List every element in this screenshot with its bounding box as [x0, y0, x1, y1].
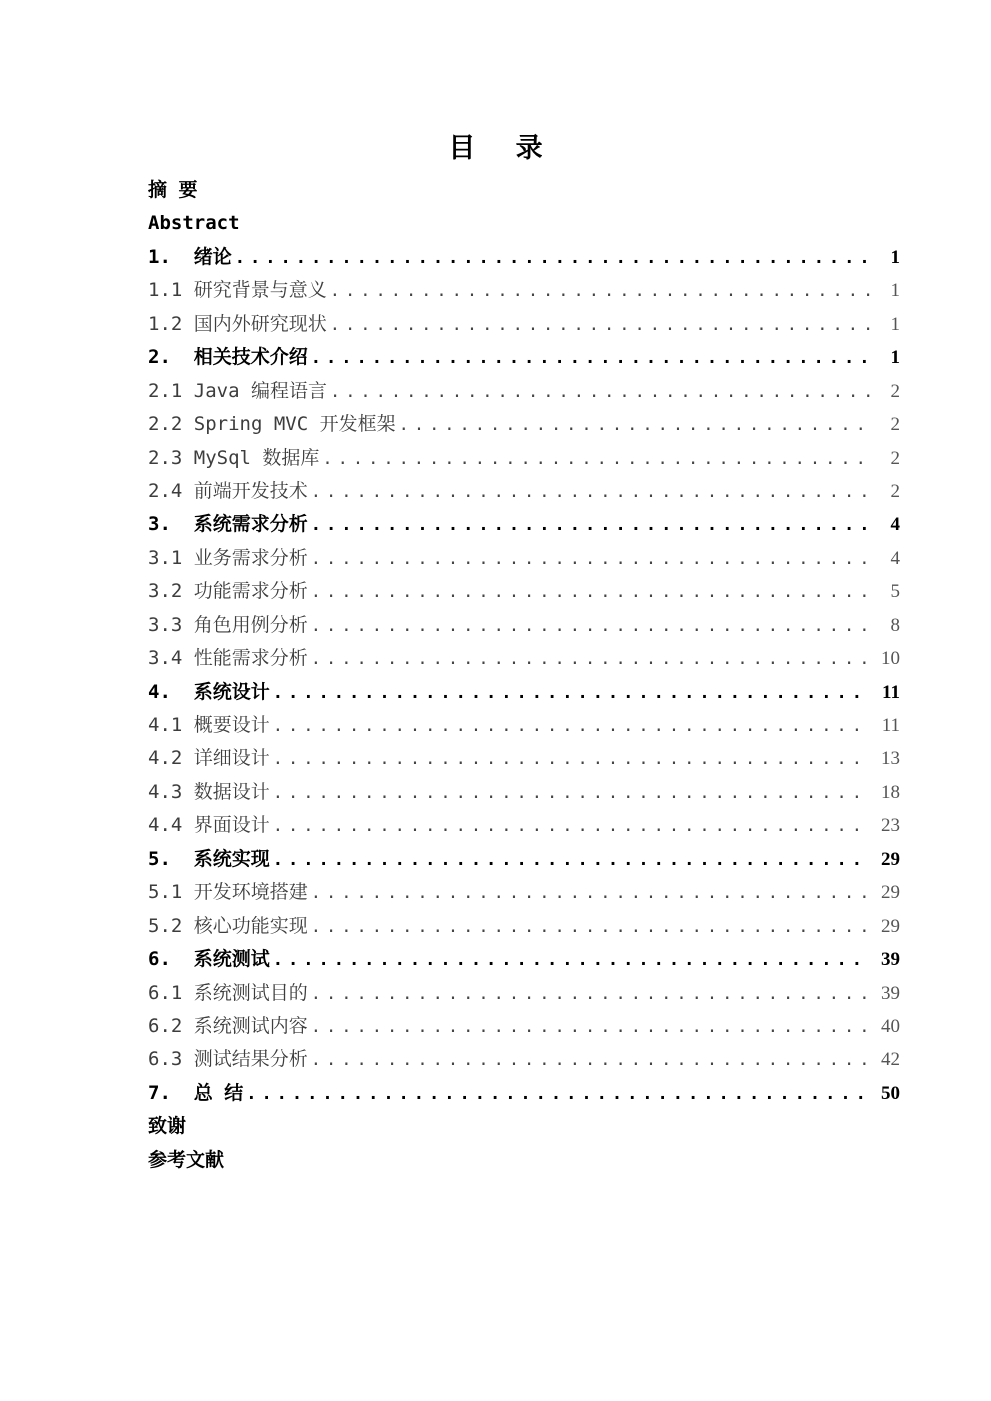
dot-leader	[235, 242, 870, 275]
toc-entry-page: 2	[890, 447, 900, 469]
toc-entry-page: 4	[890, 547, 900, 569]
dot-leader	[311, 643, 870, 676]
dot-leader	[311, 509, 870, 542]
toc-entry-label: 5. 系统实现	[148, 847, 270, 870]
dot-leader	[273, 810, 870, 843]
toc-entry[interactable]	[148, 542, 900, 575]
dot-leader	[311, 543, 870, 576]
toc-entry[interactable]	[148, 876, 900, 909]
dot-leader	[311, 342, 870, 375]
dot-leader	[311, 877, 870, 910]
dot-leader	[311, 1044, 870, 1077]
toc-entry-label: 3.4 性能需求分析	[148, 647, 308, 670]
toc-entry[interactable]	[148, 1010, 900, 1043]
toc-entry[interactable]	[148, 943, 900, 976]
toc-entry-label: 3. 系统需求分析	[148, 513, 308, 536]
toc-entry-label: 摘 要	[148, 179, 198, 201]
dot-leader	[399, 409, 870, 442]
toc-entry[interactable]	[148, 809, 900, 842]
toc-entry-page: 29	[881, 848, 900, 870]
dot-leader	[311, 610, 870, 643]
page-title: 目 录	[448, 133, 555, 164]
dot-leader	[273, 677, 870, 710]
toc-entry-page: 39	[881, 949, 900, 971]
toc-entry-page: 8	[890, 614, 900, 636]
toc-entry-page: 39	[881, 982, 900, 1004]
toc-entry-page: 23	[881, 815, 900, 837]
toc-entry-label: 致谢	[148, 1115, 187, 1138]
toc-entry-label: 1. 绪论	[148, 245, 232, 268]
toc-entry[interactable]	[148, 676, 900, 709]
dot-leader	[330, 275, 870, 308]
toc-entry[interactable]	[148, 1144, 900, 1177]
toc-entry-page: 29	[881, 882, 900, 904]
toc-entry-label: 3.3 角色用例分析	[148, 613, 308, 636]
toc-entry[interactable]	[148, 1077, 900, 1110]
dot-leader	[246, 1078, 870, 1111]
toc-entry[interactable]	[148, 508, 900, 541]
toc-entry-page: 2	[890, 414, 900, 436]
dot-leader	[330, 309, 870, 342]
toc-entry-label: 7. 总 结	[148, 1081, 244, 1104]
toc-entry-page: 1	[890, 313, 900, 335]
dot-leader	[273, 777, 870, 810]
toc-entry[interactable]	[148, 742, 900, 775]
toc-entry-page: 10	[881, 648, 900, 670]
toc-entry[interactable]	[148, 241, 900, 274]
toc-entry-label: 6.3 测试结果分析	[148, 1048, 308, 1071]
toc-entry-page: 40	[881, 1015, 900, 1037]
toc-entry-page: 42	[881, 1049, 900, 1071]
toc-entry-page: 2	[890, 380, 900, 402]
toc-entry-label: 6.1 系统测试目的	[148, 981, 308, 1004]
toc-entry-page: 18	[881, 781, 900, 803]
toc-entry-label: 6. 系统测试	[148, 948, 270, 971]
toc-entry-label: 2.2 Spring MVC 开发框架	[148, 413, 396, 436]
toc-entry-label: 2.4 前端开发技术	[148, 479, 308, 502]
dot-leader	[311, 1011, 870, 1044]
toc-entry[interactable]	[148, 1043, 900, 1076]
toc-entry-label: 1.1 研究背景与意义	[148, 279, 327, 302]
dot-leader	[330, 376, 870, 409]
toc-entry[interactable]	[148, 442, 900, 475]
dot-leader	[311, 978, 870, 1011]
toc-entry-page: 2	[890, 480, 900, 502]
toc-entry-label: 4. 系统设计	[148, 680, 270, 703]
dot-leader	[311, 476, 870, 509]
toc-entry-label: 5.2 核心功能实现	[148, 914, 308, 937]
toc-entry-label: 2. 相关技术介绍	[148, 346, 308, 369]
toc-entry[interactable]	[148, 910, 900, 943]
toc-entry[interactable]	[148, 977, 900, 1010]
toc-entry[interactable]	[148, 375, 900, 408]
toc-entry-label: 4.4 界面设计	[148, 814, 270, 837]
toc-entry[interactable]	[148, 408, 900, 441]
toc-entry-page: 50	[881, 1082, 900, 1104]
toc-entry[interactable]	[148, 843, 900, 876]
toc-entry-page: 11	[882, 681, 900, 703]
toc-entry[interactable]	[148, 642, 900, 675]
toc-entry[interactable]	[148, 475, 900, 508]
toc-entry[interactable]	[148, 776, 900, 809]
toc-entry-label: 4.2 详细设计	[148, 747, 270, 770]
toc-entry-label: 2.1 Java 编程语言	[148, 379, 327, 402]
toc-entry-label: 参考文献	[148, 1148, 225, 1171]
toc-entry[interactable]	[148, 709, 900, 742]
toc-entry[interactable]	[148, 308, 900, 341]
toc-entry[interactable]	[148, 174, 900, 207]
toc-entry[interactable]	[148, 1110, 900, 1143]
dot-leader	[311, 576, 870, 609]
dot-leader	[273, 844, 870, 877]
toc-entry-page: 5	[890, 581, 900, 603]
dot-leader	[322, 443, 870, 476]
toc-entry-label: 4.1 概要设计	[148, 714, 270, 736]
dot-leader	[273, 944, 870, 977]
toc-entry-page: 13	[881, 748, 900, 770]
toc-entry-page: 4	[890, 514, 900, 536]
toc-entry-page: 1	[890, 347, 900, 369]
toc-entry-label: 1.2 国内外研究现状	[148, 312, 327, 335]
toc-entry-label: 5.1 开发环境搭建	[148, 881, 308, 904]
toc-entry[interactable]	[148, 341, 900, 374]
dot-leader	[311, 911, 870, 944]
dot-leader	[273, 743, 870, 776]
dot-leader	[273, 710, 870, 743]
toc-entry-label: 4.3 数据设计	[148, 780, 270, 803]
toc-entry[interactable]	[148, 575, 900, 608]
toc-entry-page: 1	[890, 246, 900, 268]
toc-list	[148, 174, 900, 1177]
toc-entry-page: 29	[881, 915, 900, 937]
toc-entry-label: 3.1 业务需求分析	[148, 546, 308, 569]
toc-entry-page: 1	[890, 280, 900, 302]
toc-entry-page: 11	[881, 715, 900, 736]
toc-entry[interactable]	[148, 274, 900, 307]
toc-entry-label: 2.3 MySql 数据库	[148, 446, 320, 469]
toc-entry[interactable]	[148, 207, 900, 240]
toc-entry[interactable]	[148, 609, 900, 642]
toc-entry-label: 6.2 系统测试内容	[148, 1014, 308, 1037]
toc-entry-label: 3.2 功能需求分析	[148, 580, 308, 603]
toc-entry-label: Abstract	[148, 212, 240, 235]
